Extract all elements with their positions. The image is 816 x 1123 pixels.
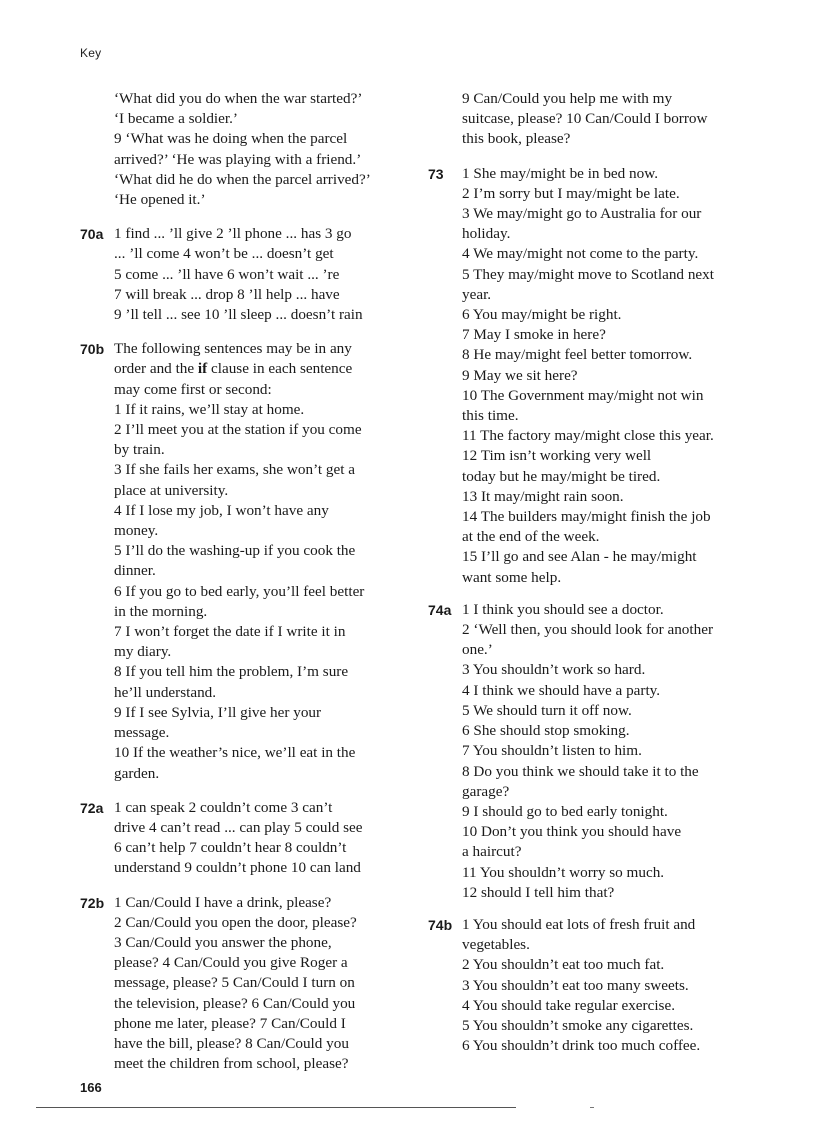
answer-line: garage? [462,782,510,800]
answer-line: ... ’ll come 4 won’t be ... doesn’t get [114,245,334,263]
answer-line: 6 can’t help 7 couldn’t hear 8 couldn’t [114,839,347,857]
answer-line: 9 May we sit here? [462,366,578,384]
answer-line: 9 I should go to bed early tonight. [462,802,668,820]
answer-line: 3 You shouldn’t work so hard. [462,661,646,679]
exercise-number: 74b [428,916,453,933]
answer-line: 2 ‘Well then, you should look for another [462,621,714,639]
answer-line: 1 You should eat lots of fresh fruit and [462,915,696,933]
exercise-73 [428,164,748,588]
answer-line: drive 4 can’t read ... can play 5 could see [114,818,363,836]
answer-line: may come first or second: [114,380,272,398]
answer-line: by train. [114,441,165,459]
answer-line: 7 I won’t forget the date if I write it in [114,623,346,641]
answer-line: 6 You shouldn’t drink too much coffee. [462,1037,701,1055]
exercise-number: 73 [428,165,444,182]
answer-line: 5 come ... ’ll have 6 won’t wait ... ’re [114,265,340,283]
answer-line: vegetables. [462,936,530,954]
answer-line: 4 If I lose my job, I won’t have any [114,501,329,519]
answer-line: a haircut? [462,843,522,861]
answer-line: year. [462,285,492,303]
answer-line: holiday. [462,225,511,243]
answer-line: meet the children from school, please? [114,1055,349,1073]
exercise-72a [80,798,420,879]
answer-line: 4 You should take regular exercise. [462,996,675,1014]
answer-line: my diary. [114,643,172,661]
answer-line: 4 We may/might not come to the party. [462,245,699,263]
right-column [428,89,748,1056]
answer-line: one.’ [462,641,493,659]
answer-line: please? 4 Can/Could you give Roger a [114,954,348,972]
answer-line: 3 You shouldn’t eat too many sweets. [462,976,689,994]
answer-line: 9 ‘What was he doing when the parcel [114,130,348,148]
answer-line: 1 I think you should see a doctor. [462,600,664,618]
answer-line: 2 I’m sorry but I may/might be late. [462,184,680,202]
answer-line: 5 We should turn it off now. [462,701,632,719]
answer-line: money. [114,522,159,540]
answer-line: 5 I’ll do the washing-up if you cook the [114,542,356,560]
answer-line: 14 The builders may/might finish the job [462,508,711,526]
footer-rule-mark [590,1107,594,1108]
answer-line: 1 If it rains, we’ll stay at home. [114,400,305,418]
answer-line: ‘I became a soldier.’ [114,110,238,128]
answer-line: ‘What did you do when the war started?’ [114,90,363,107]
answer-line: understand 9 couldn’t phone 10 can land [114,859,361,877]
exercise-70b [80,339,420,783]
answer-line: 9 ’ll tell ... see 10 ’ll sleep ... doesn’t rain [114,306,363,324]
answer-line: 2 You shouldn’t eat too much fat. [462,956,665,974]
answer-line: 10 If the weather’s nice, we’ll eat in the [114,744,356,762]
answer-line: 13 It may/might rain soon. [462,487,624,505]
answer-line: this time. [462,407,519,425]
answer-line: 8 If you tell him the problem, I’m sure [114,663,349,681]
answer-line: 5 They may/might move to Scotland next [462,265,714,283]
continued-answers [428,89,748,150]
answer-line: 12 should I tell him that? [462,883,615,901]
answer-line: garden. [114,764,160,782]
answer-line: 7 You shouldn’t listen to him. [462,742,642,760]
answer-line: 2 Can/Could you open the door, please? [114,913,357,931]
answer-line: arrived?’ ‘He was playing with a friend.’ [114,150,362,168]
exercise-number: 72a [80,799,104,816]
answer-line: phone me later, please? 7 Can/Could I [114,1014,346,1032]
answer-line: 5 You shouldn’t smoke any cigarettes. [462,1016,694,1034]
answer-line: 3 If she fails her exams, she won’t get a [114,461,355,479]
answer-line: 6 If you go to bed early, you’ll feel better [114,582,365,600]
continued-answers [80,89,420,210]
exercise-70a [80,224,420,325]
answer-line: suitcase, please? 10 Can/Could I borrow [462,110,708,128]
left-column [80,89,420,1074]
answer-line: 1 find ... ’ll give 2 ’ll phone ... has 3 go [114,225,352,243]
answer-line: 15 I’ll go and see Alan - he may/might [462,548,697,566]
footer-rule [36,1107,516,1108]
answer-line: 6 You may/might be right. [462,306,622,324]
answer-line: 10 The Government may/might not win [462,386,704,404]
exercise-74a [428,600,748,903]
answer-line: 1 She may/might be in bed now. [462,164,659,182]
answer-line: he’ll understand. [114,683,217,701]
answer-line: have the bill, please? 8 Can/Could you [114,1034,349,1052]
page-number: 166 [80,1080,102,1095]
answer-line: 7 will break ... drop 8 ’ll help ... have [114,285,340,303]
answer-line: 3 Can/Could you answer the phone, [114,933,332,951]
answer-line: 3 We may/might go to Australia for our [462,205,702,223]
answer-line: 9 If I see Sylvia, I’ll give her your [114,703,322,721]
answer-line: 10 Don’t you think you should have [462,823,682,841]
exercise-number: 70a [80,226,104,243]
answer-line: 7 May I smoke in here? [462,326,606,344]
answer-line: in the morning. [114,602,208,620]
exercise-74b [428,915,748,1056]
answer-line: message, please? 5 Can/Could I turn on [114,974,355,992]
answer-line: 8 Do you think we should take it to the [462,762,699,780]
answer-line: The following sentences may be in any [114,340,352,358]
answer-line: dinner. [114,562,156,580]
answer-line: message. [114,724,170,742]
answer-line: 6 She should stop smoking. [462,722,630,740]
answer-line: 11 The factory may/might close this year. [462,427,714,445]
exercise-number: 72b [80,894,105,911]
answer-line: want some help. [462,568,562,586]
answer-line: 9 Can/Could you help me with my [462,90,673,107]
exercise-72b [80,893,420,1075]
exercise-number: 70b [80,341,105,358]
answer-line: 4 I think we should have a party. [462,681,661,699]
answer-line: order and the if clause in each sentence [114,360,353,378]
answer-line: today but he may/might be tired. [462,467,661,485]
answer-line: 2 I’ll meet you at the station if you come [114,421,362,439]
answer-line: 12 Tim isn’t working very well [462,447,652,465]
answer-line: the television, please? 6 Can/Could you [114,994,356,1012]
answer-line: ‘He opened it.’ [114,191,206,209]
answer-line: 1 can speak 2 couldn’t come 3 can’t [114,798,333,816]
answer-line: place at university. [114,481,229,499]
answer-line: at the end of the week. [462,528,600,546]
answer-line: 8 He may/might feel better tomorrow. [462,346,693,364]
page-header: Key [80,46,102,60]
answer-line: 1 Can/Could I have a drink, please? [114,893,332,911]
answer-line: ‘What did he do when the parcel arrived?’ [114,170,371,188]
exercise-number: 74a [428,601,452,618]
answer-line: this book, please? [462,130,571,148]
answer-line: 11 You shouldn’t worry so much. [462,863,665,881]
